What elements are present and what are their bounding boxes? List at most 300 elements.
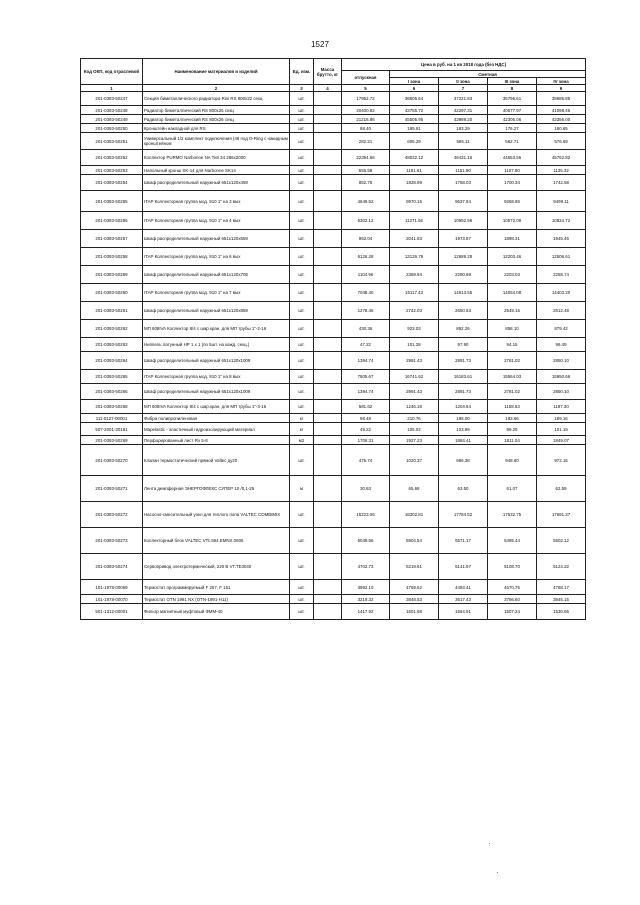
row-zone-2-price: 37221.83	[439, 92, 488, 106]
row-unit: шт.	[290, 124, 314, 133]
row-name: Клапан термостатический прямой Valtec ду20	[143, 445, 290, 476]
row-zone-1-price: 2369.94	[390, 266, 439, 284]
row-zone-2-price: 16183.61	[439, 370, 488, 384]
row-zone-3-price: 5485.44	[488, 528, 537, 554]
row-zone-2-price: 1564.91	[439, 604, 488, 620]
header-zone-1: I зона	[390, 78, 439, 85]
table-row	[81, 175, 586, 191]
row-zone-4-price: 15950.66	[537, 370, 586, 384]
table-row	[81, 554, 586, 580]
row-release-price: 282.21	[342, 133, 390, 150]
row-name: МП 608IVA Коллектор 8/4 с шар.кран. для МП трубы 1"-2-16	[143, 320, 290, 338]
row-zone-4-price: 45762.82	[537, 150, 586, 166]
row-unit: шт.	[290, 384, 314, 400]
row-zone-3-price: 35796.61	[488, 92, 537, 106]
table-row	[81, 166, 586, 175]
row-zone-2-price: 42297.31	[439, 106, 488, 115]
row-zone-3-price: 10572.09	[488, 212, 537, 230]
row-zone-2-price: 97.90	[439, 338, 488, 352]
row-release-price: 475.74	[342, 445, 390, 476]
row-unit: шт.	[290, 230, 314, 248]
row-unit: кг	[290, 414, 314, 423]
row-release-price: 3992.10	[342, 580, 390, 595]
col-number: 2	[143, 85, 290, 92]
row-zone-2-price: 2891.73	[439, 384, 488, 400]
row-zone-3-price: 2549.15	[488, 302, 537, 320]
row-code: 201-0393-50272	[81, 502, 143, 528]
row-name: Шкаф распределительный наружный 651x120x459	[143, 175, 290, 191]
row-release-price: 21216.86	[342, 115, 390, 124]
table-row	[81, 436, 586, 445]
row-zone-2-price: 63.50	[439, 476, 488, 502]
row-name: Термостат OTN 1991 NX (OTN-1991-H11)	[143, 595, 290, 604]
row-unit: шт.	[290, 338, 314, 352]
row-unit: шт.	[290, 352, 314, 370]
table-row	[81, 595, 586, 604]
row-zone-4-price: 2258.74	[537, 266, 586, 284]
row-name: Фибра полипропиленовая	[143, 414, 290, 423]
row-name: Коллекторный блок VALTEC VTc.594.EMNX.0605	[143, 528, 290, 554]
row-code: 201-0393-50254	[81, 175, 143, 191]
row-zone-4-price: 43356.00	[537, 115, 586, 124]
row-name: Шкаф распределительный наружный 651x120x1009	[143, 384, 290, 400]
row-zone-1-price: 2041.93	[390, 230, 439, 248]
col-number: 3	[290, 85, 314, 92]
row-zone-2-price: 1884.41	[439, 436, 488, 445]
row-name: Лента демпферная ЭНЕРГОФЛЕКС СУПЕР 10 /0,1-25	[143, 476, 290, 502]
row-release-price: 7048.40	[342, 284, 390, 302]
row-code: 201-0393-50259	[81, 266, 143, 284]
row-mass	[314, 284, 342, 302]
row-code: 201-0393-50257	[81, 230, 143, 248]
row-name: Коллектор PURMO Narbonne NA Тип 34 286x2000	[143, 150, 290, 166]
row-zone-1-price: 45505.95	[390, 115, 439, 124]
row-name: Универсальный 1/2 комплект подключения (48 под O-Ring с накидным кронштейном	[143, 133, 290, 150]
col-number: 1	[81, 85, 143, 92]
table-row	[81, 150, 586, 166]
row-zone-3-price: 1507.24	[488, 604, 537, 620]
row-code: 201-0393-50252	[81, 150, 143, 166]
col-number: 8	[488, 85, 537, 92]
row-zone-2-price: 17784.52	[439, 502, 488, 528]
row-mass	[314, 423, 342, 436]
row-zone-2-price: 43989.20	[439, 115, 488, 124]
row-unit: шт.	[290, 212, 314, 230]
row-zone-4-price: 39685.85	[537, 92, 586, 106]
row-zone-4-price: 2850.10	[537, 352, 586, 370]
row-zone-2-price: 10992.96	[439, 212, 488, 230]
row-release-price: 30.63	[342, 476, 390, 502]
row-mass	[314, 248, 342, 266]
scan-speck	[497, 872, 498, 873]
row-release-price: 3219.32	[342, 595, 390, 604]
row-zone-1-price: 2991.43	[390, 384, 439, 400]
row-zone-2-price: 198.00	[439, 414, 488, 423]
row-zone-3-price: 1158.53	[488, 400, 537, 414]
row-unit: шт.	[290, 166, 314, 175]
row-mass	[314, 604, 342, 620]
row-name: ITAP Коллекторная группа мод. 910 1" на 3 вых	[143, 191, 290, 212]
row-release-price: 1104.96	[342, 266, 390, 284]
row-code: 507-2001-30181	[81, 423, 143, 436]
row-code: 201-0393-50261	[81, 302, 143, 320]
row-code: 201-0393-50251	[81, 133, 143, 150]
row-zone-2-price: 585.11	[439, 133, 488, 150]
row-release-price: 5049.56	[342, 528, 390, 554]
row-unit: шт.	[290, 502, 314, 528]
row-name: Насосно-смесительный узел для теплого пола VALTEC COMBIMIX	[143, 502, 290, 528]
row-zone-4-price: 576.69	[537, 133, 586, 150]
row-mass	[314, 528, 342, 554]
table-row	[81, 604, 586, 620]
row-code: 201-0393-50263	[81, 338, 143, 352]
row-release-price: 1394.74	[342, 384, 390, 400]
table-row	[81, 230, 586, 248]
row-unit: шт.	[290, 92, 314, 106]
col-number: 6	[390, 85, 439, 92]
row-zone-2-price: 1768.03	[439, 175, 488, 191]
row-zone-3-price: 5108.70	[488, 554, 537, 580]
row-release-price: 4649.52	[342, 191, 390, 212]
row-zone-4-price: 972.16	[537, 445, 586, 476]
row-unit: шт.	[290, 370, 314, 384]
table-row	[81, 266, 586, 284]
row-code: 201-0393-50256	[81, 212, 143, 230]
row-code: 101-1978-00069	[81, 580, 143, 595]
row-release-price: 22394.66	[342, 150, 390, 166]
row-zone-4-price: 3845.15	[537, 595, 586, 604]
row-mass	[314, 400, 342, 414]
row-zone-4-price: 1945.46	[537, 230, 586, 248]
row-code: 201-0393-50269	[81, 436, 143, 445]
row-unit: шт.	[290, 248, 314, 266]
row-code: 201-0393-50271	[81, 476, 143, 502]
row-zone-1-price: 65.69	[390, 476, 439, 502]
row-zone-4-price: 5502.12	[537, 528, 586, 554]
row-release-price: 1278.46	[342, 302, 390, 320]
header-zone-2: II зона	[439, 78, 488, 85]
row-zone-4-price: 5124.22	[537, 554, 586, 580]
header-code: Код ОКП, код отраслевой	[81, 59, 143, 85]
header-zone-3: III зона	[488, 78, 537, 85]
row-zone-4-price: 101.19	[537, 423, 586, 436]
row-zone-1-price: 11371.56	[390, 212, 439, 230]
row-name: Шкаф распределительный наружный 651x120x709	[143, 266, 290, 284]
row-zone-1-price: 2742.03	[390, 302, 439, 320]
row-name: ITAP Коллекторная группа мод. 910 1" на 4 вых	[143, 212, 290, 230]
row-zone-1-price: 1927.23	[390, 436, 439, 445]
row-zone-4-price: 180.65	[537, 124, 586, 133]
row-code: 201-0393-50265	[81, 370, 143, 384]
row-zone-2-price: 5141.97	[439, 554, 488, 580]
row-zone-4-price: 4768.17	[537, 580, 586, 595]
row-code: 201-0393-50266	[81, 384, 143, 400]
row-zone-3-price: 1811.04	[488, 436, 537, 445]
row-zone-4-price: 9499.11	[537, 191, 586, 212]
row-zone-1-price: 13126.79	[390, 248, 439, 266]
table-row	[81, 338, 586, 352]
table-row	[81, 106, 586, 115]
row-code: 201-0393-50273	[81, 528, 143, 554]
row-zone-3-price: 3766.60	[488, 595, 537, 604]
row-zone-3-price: 42305.06	[488, 115, 537, 124]
row-zone-2-price: 5571.17	[439, 528, 488, 554]
table-row	[81, 370, 586, 384]
row-name: Шкаф распределительный наружный 651x120x559	[143, 230, 290, 248]
row-code: 201-0393-50260	[81, 284, 143, 302]
row-unit: кг	[290, 423, 314, 436]
row-unit: шт.	[290, 595, 314, 604]
row-unit: шт.	[290, 266, 314, 284]
row-mass	[314, 338, 342, 352]
header-mass: Масса брутто, кг	[314, 59, 342, 85]
row-name: Сервопривод электротермический, 220 В VT.TE3040	[143, 554, 290, 580]
row-zone-1-price: 38505.64	[390, 92, 439, 106]
row-zone-2-price: 103.99	[439, 423, 488, 436]
row-zone-3-price: 14054.08	[488, 284, 537, 302]
table-row	[81, 580, 586, 595]
row-zone-1-price: 1020.37	[390, 445, 439, 476]
row-zone-3-price: 94.15	[488, 338, 537, 352]
row-unit: шт.	[290, 580, 314, 595]
scan-speck	[489, 843, 490, 844]
row-mass	[314, 476, 342, 502]
row-release-price: 7805.67	[342, 370, 390, 384]
price-table	[80, 58, 586, 620]
row-mass	[314, 302, 342, 320]
row-release-price: 852.75	[342, 175, 390, 191]
col-number: 4	[314, 85, 342, 92]
row-mass	[314, 150, 342, 166]
row-release-price: 6126.28	[342, 248, 390, 266]
row-zone-2-price: 986.38	[439, 445, 488, 476]
row-zone-3-price: 15564.03	[488, 370, 537, 384]
row-unit: м2	[290, 436, 314, 445]
row-zone-4-price: 1530.65	[537, 604, 586, 620]
col-number: 5	[342, 85, 390, 92]
table-row	[81, 414, 586, 423]
row-unit: шт.	[290, 554, 314, 580]
row-zone-2-price: 2650.63	[439, 302, 488, 320]
row-zone-1-price: 105.02	[390, 423, 439, 436]
row-zone-3-price: 2781.02	[488, 352, 537, 370]
row-name: Шкаф распределительный наружный 651x120x1009	[143, 352, 290, 370]
row-zone-3-price: 99.25	[488, 423, 537, 436]
row-name: Напольный кронш SK-14 для Narbonne SK14	[143, 166, 290, 175]
row-code: 201-0393-50268	[81, 400, 143, 414]
row-code: 201-0393-50264	[81, 352, 143, 370]
row-zone-4-price: 1849.07	[537, 436, 586, 445]
row-zone-3-price: 4670.76	[488, 580, 537, 595]
row-name: МП 608IVA Коллектор 8/4 с шар.кран. для МП трубы 1"-3-16	[143, 400, 290, 414]
header-price-group: Цена в руб. на 1 кв 2018 года (без НДС)	[342, 59, 586, 71]
row-unit: шт.	[290, 115, 314, 124]
row-release-price: 88.40	[342, 124, 390, 133]
row-unit: шт.	[290, 175, 314, 191]
row-release-price: 47.22	[342, 338, 390, 352]
row-zone-2-price: 9637.84	[439, 191, 488, 212]
row-name: Фильтр магнитный муфтовый ФММ-40	[143, 604, 290, 620]
row-zone-3-price: 1700.34	[488, 175, 537, 191]
row-zone-3-price: 44653.56	[488, 150, 537, 166]
row-zone-1-price: 3848.53	[390, 595, 439, 604]
row-zone-4-price: 2612.48	[537, 302, 586, 320]
row-zone-3-price: 858.10	[488, 320, 537, 338]
row-code: 101-1978-00070	[81, 595, 143, 604]
row-zone-2-price: 12689.28	[439, 248, 488, 266]
row-release-price: 1394.74	[342, 352, 390, 370]
table-row	[81, 191, 586, 212]
row-zone-4-price: 1135.32	[537, 166, 586, 175]
row-code: 201-0393-50258	[81, 248, 143, 266]
row-name: ITAP Коллекторная группа мод. 910 1" на 8 вых	[143, 370, 290, 384]
col-number: 7	[439, 85, 488, 92]
row-zone-4-price: 2850.10	[537, 384, 586, 400]
row-zone-1-price: 210.76	[390, 414, 439, 423]
row-name: Кронштейн накладной для RS	[143, 124, 290, 133]
row-zone-1-price: 2991.43	[390, 352, 439, 370]
table-row	[81, 248, 586, 266]
row-zone-1-price: 9970.15	[390, 191, 439, 212]
row-code: 201-0393-50270	[81, 445, 143, 476]
table-row	[81, 320, 586, 338]
row-release-price: 4702.73	[342, 554, 390, 580]
row-code: 201-0393-50247	[81, 92, 143, 106]
table-body	[81, 92, 586, 620]
table-row	[81, 445, 586, 476]
row-mass	[314, 352, 342, 370]
row-zone-1-price: 5219.61	[390, 554, 439, 580]
row-zone-2-price: 3617.43	[439, 595, 488, 604]
row-name: Радиатор биметаллический RS 800x26 секц	[143, 115, 290, 124]
row-mass	[314, 580, 342, 595]
table-row	[81, 92, 586, 106]
table-row	[81, 284, 586, 302]
row-zone-3-price: 1107.80	[488, 166, 537, 175]
row-zone-1-price: 1828.99	[390, 175, 439, 191]
row-code: 111-0127-00001	[81, 414, 143, 423]
row-zone-3-price: 17532.75	[488, 502, 537, 528]
row-unit: шт.	[290, 320, 314, 338]
row-release-price: 1706.31	[342, 436, 390, 445]
row-zone-1-price: 605.29	[390, 133, 439, 150]
page-number: 1527	[311, 40, 329, 49]
row-zone-1-price: 15117.43	[390, 284, 439, 302]
table-row	[81, 423, 586, 436]
row-zone-2-price: 4493.41	[439, 580, 488, 595]
row-zone-3-price: 562.71	[488, 133, 537, 150]
table-row	[81, 133, 586, 150]
row-zone-1-price: 1601.68	[390, 604, 439, 620]
row-code: 201-0393-50250	[81, 124, 143, 133]
row-release-price: 15223.06	[342, 502, 390, 528]
row-zone-1-price: 5904.54	[390, 528, 439, 554]
row-mass	[314, 266, 342, 284]
row-mass	[314, 445, 342, 476]
row-release-price: 98.48	[342, 414, 390, 423]
row-unit: шт.	[290, 400, 314, 414]
row-name: Радиатор биметаллический RS 800x25 секц	[143, 106, 290, 115]
row-zone-4-price: 12506.61	[537, 248, 586, 266]
row-name: Ниппель латунный НР 1 x 1 (по 5шт. на кажд. секц.)	[143, 338, 290, 352]
header-name: Наименование материалов и изделий	[143, 59, 290, 85]
row-zone-1-price: 101.28	[390, 338, 439, 352]
row-code: 201-0393-50274	[81, 554, 143, 580]
row-zone-4-price: 96.49	[537, 338, 586, 352]
table-row	[81, 528, 586, 554]
row-unit: шт.	[290, 284, 314, 302]
row-zone-4-price: 10834.72	[537, 212, 586, 230]
row-name: Шкаф распределительный наружный 651x120x859	[143, 302, 290, 320]
row-code: 201-0393-50262	[81, 320, 143, 338]
row-zone-4-price: 17691.37	[537, 502, 586, 528]
table-row	[81, 384, 586, 400]
row-zone-1-price: 1246.18	[390, 400, 439, 414]
row-zone-1-price: 1191.61	[390, 166, 439, 175]
row-mass	[314, 320, 342, 338]
row-code: 501-1312-00001	[81, 604, 143, 620]
row-zone-2-price: 46431.16	[439, 150, 488, 166]
row-zone-3-price: 12203.46	[488, 248, 537, 266]
row-zone-1-price: 16741.62	[390, 370, 439, 384]
row-zone-3-price: 183.66	[488, 414, 537, 423]
row-zone-3-price: 40677.97	[488, 106, 537, 115]
row-name: ITAP Коллекторная группа мод. 910 1" на 7 вых	[143, 284, 290, 302]
row-mass	[314, 554, 342, 580]
row-release-price: 555.58	[342, 166, 390, 175]
row-mass	[314, 436, 342, 445]
row-release-price: 17952.72	[342, 92, 390, 106]
table-row	[81, 124, 586, 133]
row-release-price: 952.04	[342, 230, 390, 248]
row-mass	[314, 124, 342, 133]
header-unit: Ед. изм.	[290, 59, 314, 85]
row-zone-3-price: 176.27	[488, 124, 537, 133]
table-row	[81, 115, 586, 124]
table-row	[81, 476, 586, 502]
row-unit: шт.	[290, 528, 314, 554]
row-zone-3-price: 1898.31	[488, 230, 537, 248]
table-row	[81, 502, 586, 528]
row-release-price: 581.62	[342, 400, 390, 414]
row-mass	[314, 502, 342, 528]
row-zone-1-price: 48032.12	[390, 150, 439, 166]
row-zone-2-price: 14613.55	[439, 284, 488, 302]
row-mass	[314, 175, 342, 191]
table-row	[81, 212, 586, 230]
row-zone-4-price: 62.59	[537, 476, 586, 502]
row-unit: шт.	[290, 150, 314, 166]
row-name: Секция биметаллического радиатора Rini RS 800x22 секц	[143, 92, 290, 106]
row-unit: м	[290, 476, 314, 502]
header-estimate: Сметная	[390, 71, 586, 78]
row-code: 201-0393-50253	[81, 166, 143, 175]
row-mass	[314, 92, 342, 106]
row-zone-1-price: 18302.81	[390, 502, 439, 528]
row-name: Перфорированный лист Rv 5-8	[143, 436, 290, 445]
row-mass	[314, 414, 342, 423]
row-zone-4-price: 189.16	[537, 414, 586, 423]
row-zone-2-price: 1204.64	[439, 400, 488, 414]
row-unit: шт.	[290, 106, 314, 115]
row-code: 201-0393-50255	[81, 191, 143, 212]
row-zone-3-price: 948.60	[488, 445, 537, 476]
row-mass	[314, 106, 342, 115]
header-zone-4: IV зона	[537, 78, 586, 85]
row-mass	[314, 212, 342, 230]
row-mass	[314, 166, 342, 175]
row-unit: шт.	[290, 302, 314, 320]
